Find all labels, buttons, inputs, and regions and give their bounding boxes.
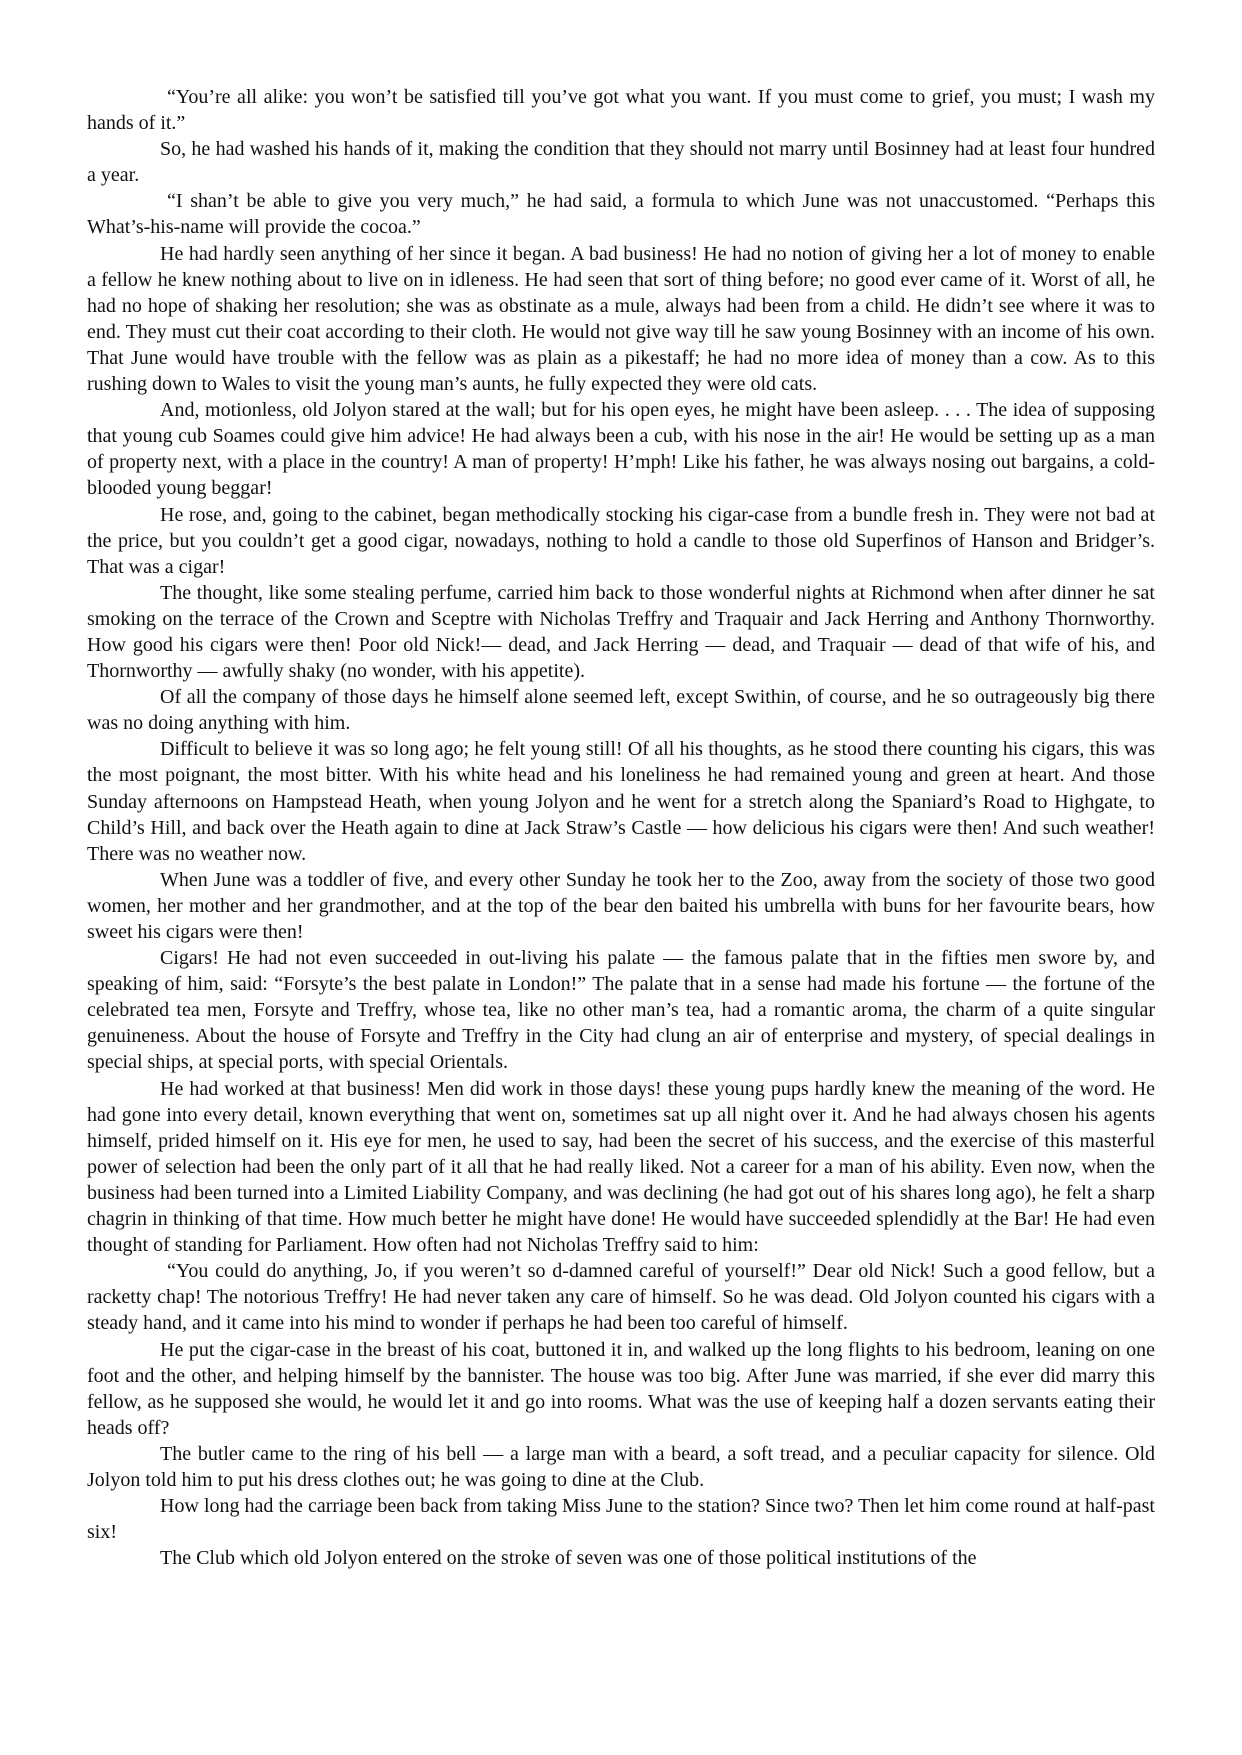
paragraph-15: The butler came to the ring of his bell — a large man with a beard, a soft tread, and a peculiar capacity for silence. Old Jolyon told him to put his dress clothes out; he was going to dine at the Club.	[87, 1442, 1155, 1491]
paragraph-10: When June was a toddler of five, and every other Sunday he took her to the Zoo, away from the society of those two good women, her mother and her grandmother, and at the top of the bear den baited his umbrella with buns for her favourite bears, how sweet his cigars were then!	[87, 868, 1155, 943]
paragraph-8: Of all the company of those days he himself alone seemed left, except Swithin, of course, and he so outrageously big there was no doing anything with him.	[87, 686, 1155, 735]
paragraph-12: He had worked at that business! Men did work in those days! these young pups hardly knew the meaning of the word. He had gone into every detail, known everything that went on, sometimes sat up all night over it. And he had always chosen his agents himself, prided himself on it. His eye for men, he used to say, had been the secret of his success, and the exercise of this masterful power of selection had been the only part of it all that he had really liked. Not a career for a man of his ability. Even now, when the business had been turned into a Limited Liability Company, and was declining (he had got out of his shares long ago), he felt a sharp chagrin in thinking of that time. How much better he might have done! He would have succeeded splendidly at the Bar! He had even thought of standing for Parliament. How often had not Nicholas Treffry said to him:	[87, 1077, 1155, 1257]
paragraph-11: Cigars! He had not even succeeded in out-living his palate — the famous palate that in the fifties men swore by, and speaking of him, said: “Forsyte’s the best palate in London!” The palate that in a sense had made his fortune — the fortune of the celebrated tea men, Forsyte and Treffry, whose tea, like no other man’s tea, had a romantic aroma, the charm of a quite singular genuineness. About the house of Forsyte and Treffry in the City had clung an air of enterprise and mystery, of special dealings in special ships, at special ports, with special Orientals.	[87, 947, 1155, 1074]
paragraph-3: “I shan’t be able to give you very much,” he had said, a formula to which June was not unaccustomed. “Perhaps this What’s-his-name will provide the cocoa.”	[87, 190, 1155, 239]
paragraph-5: And, motionless, old Jolyon stared at the wall; but for his open eyes, he might have been asleep. . . . The idea of supposing that young cub Soames could give him advice! He had always been a cub, with his nose in the air! He would be setting up as a man of property next, with a place in the country! A man of property! H’mph! Like his father, he was always nosing out bargains, a cold-blooded young beggar!	[87, 399, 1155, 500]
paragraph-1: “You’re all alike: you won’t be satisfied till you’ve got what you want. If you must come to grief, you must; I wash my hands of it.”	[87, 86, 1155, 135]
paragraph-16: How long had the carriage been back from taking Miss June to the station? Since two? Then let him come round at half-past six!	[87, 1495, 1155, 1544]
paragraph-6: He rose, and, going to the cabinet, began methodically stocking his cigar-case from a bundle fresh in. They were not bad at the price, but you couldn’t get a good cigar, nowadays, nothing to hold a candle to those old Superfinos of Hanson and Bridger’s. That was a cigar!	[87, 503, 1155, 578]
paragraph-13: “You could do anything, Jo, if you weren’t so d-damned careful of yourself!” Dear old Nick! Such a good fellow, but a racketty chap! The notorious Treffry! He had never taken any care of himself. So he was dead. Old Jolyon counted his cigars with a steady hand, and it came into his mind to wonder if perhaps he had been too careful of himself.	[87, 1260, 1155, 1335]
paragraph-9: Difficult to believe it was so long ago; he felt young still! Of all his thoughts, as he stood there counting his cigars, this was the most poignant, the most bitter. With his white head and his loneliness he had remained young and green at heart. And those Sunday afternoons on Hampstead Heath, when young Jolyon and he went for a stretch along the Spaniard’s Road to Highgate, to Child’s Hill, and back over the Heath again to dine at Jack Straw’s Castle — how delicious his cigars were then! And such weather! There was no weather now.	[87, 738, 1155, 865]
paragraph-17: The Club which old Jolyon entered on the stroke of seven was one of those political institutions of the	[160, 1547, 977, 1570]
paragraph-7: The thought, like some stealing perfume, carried him back to those wonderful nights at Richmond when after dinner he sat smoking on the terrace of the Crown and Sceptre with Nicholas Treffry and Traquair and Jack Herring and Anthony Thornworthy. How good his cigars were then! Poor old Nick!— dead, and Jack Herring — dead, and Traquair — dead of that wife of his, and Thornworthy — awfully shaky (no wonder, with his appetite).	[87, 581, 1155, 683]
paragraph-14: He put the cigar-case in the breast of his coat, buttoned it in, and walked up the long flights to his bedroom, leaning on one foot and the other, and helping himself by the bannister. The house was too big. After June was married, if she ever did marry this fellow, as he supposed she would, he would let it and go into rooms. What was the use of keeping half a dozen servants eating their heads off?	[87, 1338, 1155, 1439]
paragraph-4: He had hardly seen anything of her since it began. A bad business! He had no notion of giving her a lot of money to enable a fellow he knew nothing about to live on in idleness. He had seen that sort of thing before; no good ever came of it. Worst of all, he had no hope of shaking her resolution; she was as obstinate as a mule, always had been from a child. He didn’t see where it was to end. They must cut their coat according to their cloth. He would not give way till he saw young Bosinney with an income of his own. That June would have trouble with the fellow was as plain as a pikestaff; he had no more idea of money than a cow. As to this rushing down to Wales to visit the young man’s aunts, he fully expected they were old cats.	[87, 242, 1155, 396]
paragraph-2: So, he had washed his hands of it, making the condition that they should not marry until Bosinney had at least four hundred a year.	[87, 138, 1155, 187]
document-page	[87, 84, 1155, 1571]
